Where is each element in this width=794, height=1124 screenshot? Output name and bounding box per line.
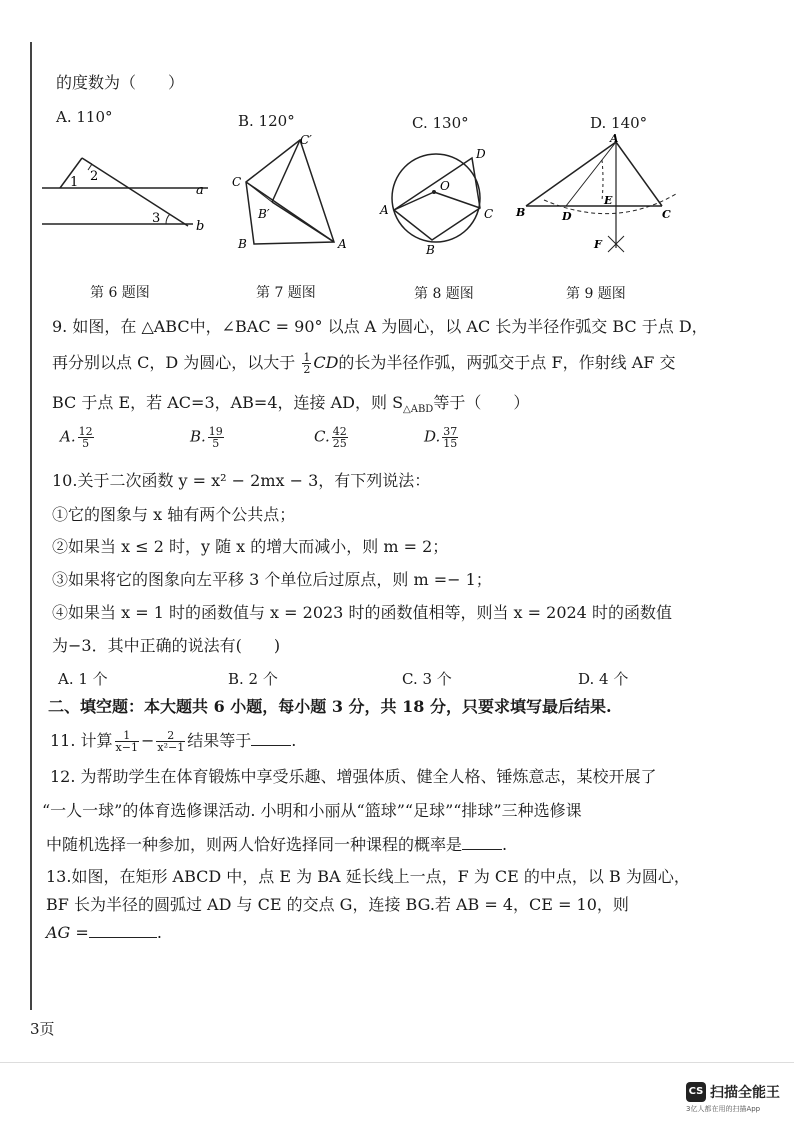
q9-line3-sub: △ABD — [403, 404, 434, 415]
q8-option-b: B. 120° — [238, 112, 295, 130]
section-2-heading: 二、填空题：本大题共 6 小题，每小题 3 分，共 18 分，只要求填写最后结果. — [48, 697, 612, 716]
q11: 11. 计算 $\frac{1}{x-1}$ − $\frac{2}{\text{x²−1}}$ 结果等于 . — [50, 729, 297, 754]
q9-line2c: 的长为半径作弧，两弧交于点 F，作射线 AF 交 — [338, 353, 676, 372]
q9-line3b: 等于（ ） — [433, 393, 530, 412]
q9-option-a: A. $\frac{12}{5}$ — [60, 425, 93, 450]
figure-7 — [226, 132, 356, 256]
fig6-label-b: b — [196, 219, 205, 234]
fig9-label-e: E — [604, 194, 613, 207]
camscanner-logo: CS — [686, 1082, 706, 1102]
q13-line3: AG = . — [46, 923, 162, 942]
fig9-label-c: C — [662, 208, 671, 221]
q9-line3a: BC 于点 E，若 AC=3，AB=4，连接 AD，则 S — [52, 393, 404, 412]
fig6-label-3: 3 — [152, 211, 161, 226]
fig9-label-a: A — [610, 132, 619, 145]
q10-statement-1: ①它的图象与 x 轴有两个公共点； — [52, 505, 296, 524]
q11-answer-blank[interactable] — [251, 745, 291, 746]
camscanner-name: 扫描全能王 — [710, 1085, 780, 1101]
fig7-label-a: A — [338, 237, 347, 251]
q13-answer-blank[interactable] — [89, 937, 157, 938]
q13-line1: 13.如图，在矩形 ABCD 中，点 E 为 BA 延长线上一点，F 为 CE 的中点，以 B 为圆心， — [46, 867, 690, 886]
q9-line1: 9. 如图，在 △ABC中，∠BAC = 90° 以点 A 为圆心，以 AC 长为半径作弧交 BC 于点 D， — [52, 317, 708, 336]
fig9-label-d: D — [562, 210, 572, 223]
q8-option-a: A. 110° — [56, 108, 113, 126]
caption-fig7: 第 7 题图 — [256, 285, 316, 301]
fig6-label-a: a — [196, 183, 204, 198]
q9-line3 — [52, 392, 529, 421]
q9-option-c: C. $\frac{42}{25}$ — [314, 425, 347, 450]
q10-statement-3: ③如果将它的图象向左平移 3 个单位后过原点，则 m =− 1； — [52, 570, 492, 589]
q9-half-fraction: $\frac{1}{2}$ — [303, 351, 311, 376]
q10-statement-2: ②如果当 x ≤ 2 时，y 随 x 的增大而减小，则 m = 2； — [52, 537, 449, 556]
q9-line2a: 再分别以点 C，D 为圆心，以大于 — [52, 353, 296, 372]
q10-statement-5: 为−3．其中正确的说法有( ) — [52, 636, 281, 655]
margin-line — [30, 42, 32, 1010]
q12-answer-blank[interactable] — [462, 849, 502, 850]
q9-line2b: CD — [313, 353, 339, 372]
q9-option-d: D. $\frac{37}{15}$ — [424, 425, 458, 450]
q8-option-c: C. 130° — [412, 114, 469, 132]
figure-9 — [514, 130, 690, 260]
fig7-label-cprime: C′ — [300, 133, 312, 147]
fig8-label-o: O — [440, 179, 450, 193]
q9-option-b: B. $\frac{19}{5}$ — [190, 425, 223, 450]
q10-statement-4: ④如果当 x = 1 时的函数值与 x = 2023 时的函数值相等，则当 x = 2024 时的函数值 — [52, 603, 672, 622]
fig6-label-1: 1 — [70, 175, 79, 190]
fig8-label-a: A — [380, 203, 389, 217]
figure-6 — [38, 150, 218, 240]
fig9-label-b: B — [516, 206, 526, 219]
fig7-label-b: B — [238, 237, 247, 251]
fig7-label-bprime: B′ — [258, 207, 270, 221]
q12-line3: 中随机选择一种参加，则两人恰好选择同一种课程的概率是 . — [46, 835, 508, 854]
q12-line1: 12. 为帮助学生在体育锻炼中享受乐趣、增强体质、健全人格、锤炼意志，某校开展了 — [50, 767, 657, 786]
q8-tail: 的度数为（ ） — [56, 73, 185, 92]
caption-fig6: 第 6 题图 — [90, 285, 150, 301]
q13-line2: BF 长为半径的圆弧过 AD 与 CE 的交点 G，连接 BG.若 AB = 4，CE = 10，则 — [46, 895, 629, 914]
q9-line2 — [52, 352, 675, 375]
fig8-label-b: B — [426, 243, 435, 257]
q12-line2: “一人一球”的体育选修课活动. 小明和小丽从“篮球”“足球”“排球”三种选修课 — [42, 801, 582, 820]
figure-8 — [376, 138, 506, 264]
fig8-label-c: C — [484, 207, 494, 221]
caption-fig8: 第 8 题图 — [414, 286, 474, 302]
camscanner-tagline: 3亿人都在用的扫描App — [686, 1105, 761, 1113]
q10-option-b: B. 2 个 — [228, 670, 278, 688]
page-number: 3页 — [30, 1020, 55, 1038]
caption-fig9: 第 9 题图 — [566, 286, 626, 302]
q10-intro: 10.关于二次函数 y = x² − 2mx − 3，有下列说法： — [52, 471, 431, 490]
q10-option-c: C. 3 个 — [402, 670, 452, 688]
fig6-label-2: 2 — [90, 169, 99, 184]
q10-option-d: D. 4 个 — [578, 670, 629, 688]
q10-option-a: A. 1 个 — [58, 670, 108, 688]
paper-edge — [0, 1062, 794, 1063]
fig7-label-c: C — [232, 175, 242, 189]
q8-option-d: D. 140° — [590, 114, 648, 132]
fig9-label-f: F — [594, 238, 602, 251]
fig8-label-d: D — [476, 147, 486, 161]
